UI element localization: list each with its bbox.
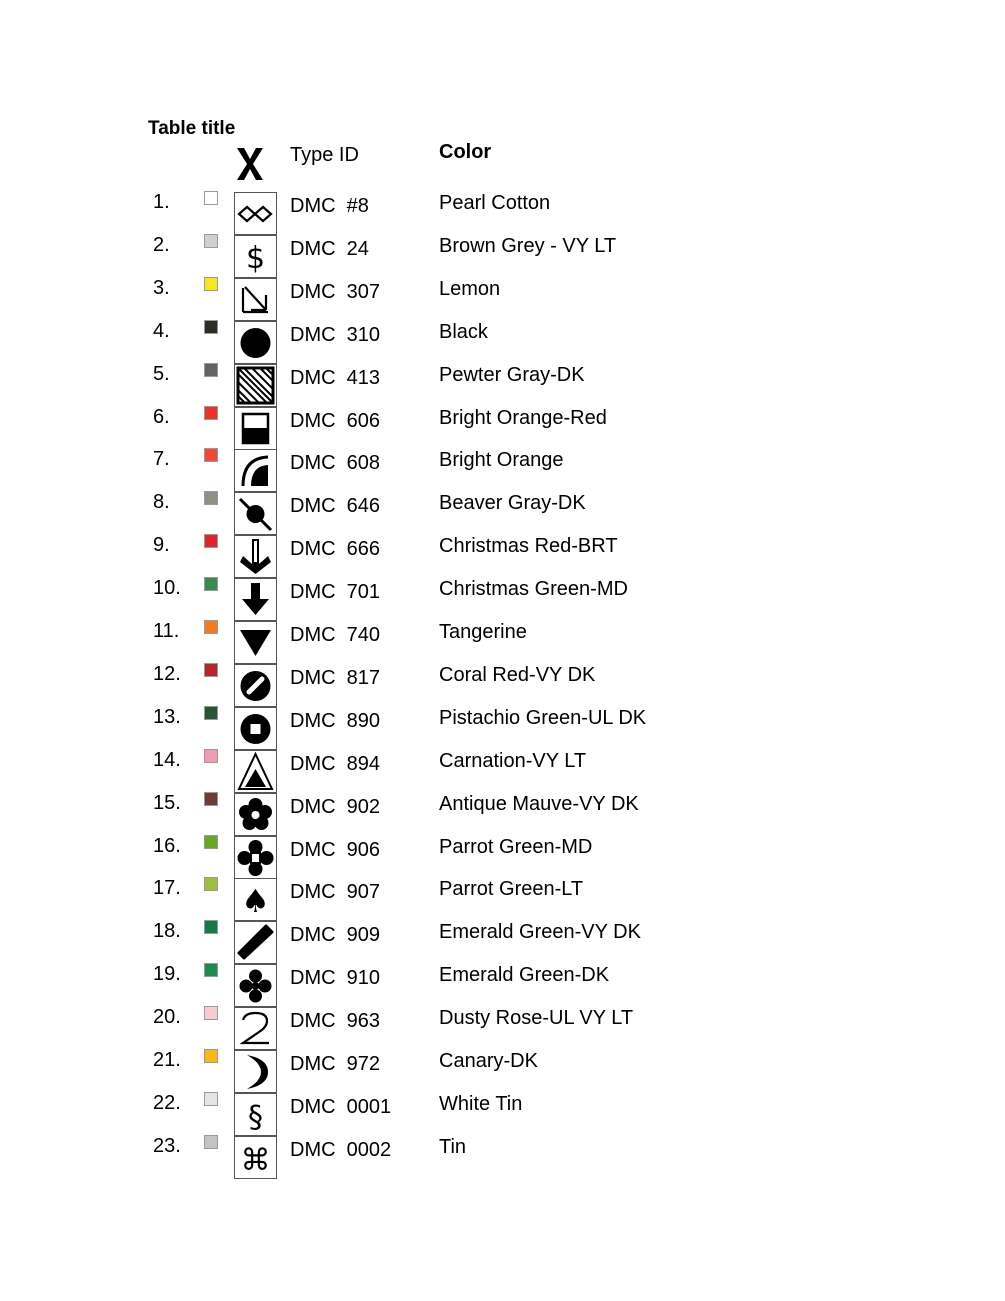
command-icon	[234, 1136, 277, 1179]
type-id: DMC 963	[290, 1010, 381, 1033]
color-name: Carnation-VY LT	[439, 749, 587, 772]
color-swatch	[204, 877, 218, 891]
table-row	[0, 787, 1005, 830]
table-row	[0, 486, 1005, 529]
color-swatch	[204, 1135, 218, 1149]
type-id: DMC 413	[290, 366, 381, 389]
table-row	[0, 915, 1005, 958]
row-number: 5.	[153, 362, 170, 385]
color-name: Antique Mauve-VY DK	[439, 792, 639, 815]
table-row	[0, 186, 1005, 229]
type-id: DMC 0001	[290, 1095, 392, 1118]
color-swatch	[204, 491, 218, 505]
type-id: DMC 972	[290, 1053, 381, 1075]
table-row	[0, 1087, 1005, 1135]
type-id: DMC 910	[290, 967, 381, 990]
type-id: DMC 310	[290, 323, 381, 346]
table-row	[0, 1001, 1005, 1044]
row-number: 14.	[153, 748, 181, 771]
type-id: DMC 902	[290, 795, 381, 818]
color-swatch	[204, 749, 218, 763]
color-name: Canary-DK	[439, 1050, 538, 1072]
type-id: DMC 606	[290, 409, 381, 432]
color-name: Coral Red-VY DK	[439, 663, 596, 686]
type-id: DMC 0002	[290, 1138, 392, 1161]
row-number: 10.	[153, 577, 181, 600]
row-number: 19.	[153, 963, 181, 986]
color-header: Color	[439, 141, 492, 163]
row-number: 6.	[153, 405, 170, 428]
color-swatch	[204, 320, 218, 334]
table-row	[0, 830, 1005, 873]
row-number: 13.	[153, 705, 181, 728]
type-id: DMC 890	[290, 709, 381, 732]
table-row	[0, 315, 1005, 358]
row-number: 3.	[153, 276, 170, 299]
color-name: Pistachio Green-UL DK	[439, 706, 647, 729]
table-row	[0, 529, 1005, 572]
table-row	[0, 701, 1005, 744]
table-row	[0, 658, 1005, 701]
color-swatch	[204, 792, 218, 806]
color-name: Brown Grey - VY LT	[439, 234, 617, 257]
color-name: Lemon	[439, 277, 501, 300]
color-name: Bright Orange-Red	[439, 406, 607, 429]
color-swatch	[204, 1006, 218, 1020]
table-row	[0, 272, 1005, 315]
row-number: 12.	[153, 662, 181, 685]
table-row	[0, 872, 1005, 921]
color-name: Pewter Gray-DK	[439, 363, 585, 386]
table-row	[0, 1044, 1005, 1087]
type-id: DMC 907	[290, 881, 381, 904]
table-row	[0, 1130, 1005, 1178]
color-swatch	[204, 363, 218, 377]
color-name: Beaver Gray-DK	[439, 492, 586, 515]
color-swatch	[204, 920, 218, 934]
color-swatch	[204, 706, 218, 720]
color-swatch	[204, 663, 218, 677]
color-name: White Tin	[439, 1092, 523, 1115]
color-name: Christmas Green-MD	[439, 578, 628, 601]
type-id: DMC 817	[290, 666, 381, 689]
row-number: 20.	[153, 1006, 181, 1029]
row-number: 7.	[153, 448, 170, 471]
table-row	[0, 744, 1005, 787]
color-name: Bright Orange	[439, 449, 564, 472]
type-id: DMC 909	[290, 924, 381, 947]
type-id: DMC 666	[290, 538, 381, 561]
table-row	[0, 401, 1005, 444]
svg-text:♠: ♠	[241, 882, 270, 921]
type-id: DMC 24	[290, 237, 369, 260]
table-row	[0, 443, 1005, 486]
row-number: 11.	[153, 620, 180, 642]
color-name: Emerald Green-VY DK	[439, 921, 641, 944]
table-row	[0, 958, 1005, 1001]
row-number: 1.	[153, 191, 170, 213]
table-row	[0, 229, 1005, 276]
color-swatch	[204, 1049, 218, 1063]
row-number: 15.	[153, 791, 181, 814]
row-number: 17.	[153, 877, 181, 900]
row-number: 2.	[153, 233, 170, 256]
color-name: Dusty Rose-UL VY LT	[439, 1007, 634, 1030]
type-id-header: Type ID	[290, 144, 359, 166]
color-swatch	[204, 534, 218, 548]
color-name: Parrot Green-LT	[439, 878, 584, 901]
color-swatch	[204, 620, 218, 634]
row-number: 8.	[153, 491, 170, 514]
type-id: DMC 740	[290, 624, 381, 646]
table-row	[0, 572, 1005, 615]
type-id: DMC 608	[290, 452, 381, 475]
color-swatch	[204, 277, 218, 291]
table-row	[0, 358, 1005, 401]
type-id: DMC #8	[290, 195, 369, 217]
row-number: 9.	[153, 534, 170, 557]
color-name: Emerald Green-DK	[439, 964, 610, 987]
color-swatch	[204, 963, 218, 977]
color-swatch	[204, 448, 218, 462]
type-id: DMC 894	[290, 752, 381, 775]
type-id: DMC 307	[290, 280, 381, 303]
color-name: Tin	[439, 1135, 467, 1158]
type-id: DMC 701	[290, 581, 381, 604]
table-title: Table title	[148, 118, 236, 139]
color-swatch	[204, 234, 218, 248]
row-number: 16.	[153, 834, 181, 857]
x-mark-icon	[234, 140, 266, 184]
row-number: 23.	[153, 1134, 181, 1157]
row-number: 4.	[153, 319, 170, 342]
svg-text:⌘: ⌘	[240, 1142, 271, 1178]
color-name: Parrot Green-MD	[439, 835, 593, 858]
color-name: Black	[439, 320, 488, 343]
row-number: 18.	[153, 920, 181, 943]
color-swatch	[204, 406, 218, 420]
color-name: Christmas Red-BRT	[439, 535, 618, 558]
table-row	[0, 615, 1005, 658]
row-number: 21.	[153, 1049, 181, 1071]
color-swatch	[204, 191, 218, 205]
type-id: DMC 906	[290, 838, 381, 861]
color-swatch	[204, 577, 218, 591]
svg-text:§: §	[248, 1099, 263, 1135]
color-name: Pearl Cotton	[439, 192, 551, 214]
color-swatch	[204, 835, 218, 849]
type-id: DMC 646	[290, 495, 381, 518]
color-name: Tangerine	[439, 621, 527, 643]
color-swatch	[204, 1092, 218, 1106]
row-number: 22.	[153, 1091, 181, 1114]
svg-text:$: $	[245, 240, 266, 276]
